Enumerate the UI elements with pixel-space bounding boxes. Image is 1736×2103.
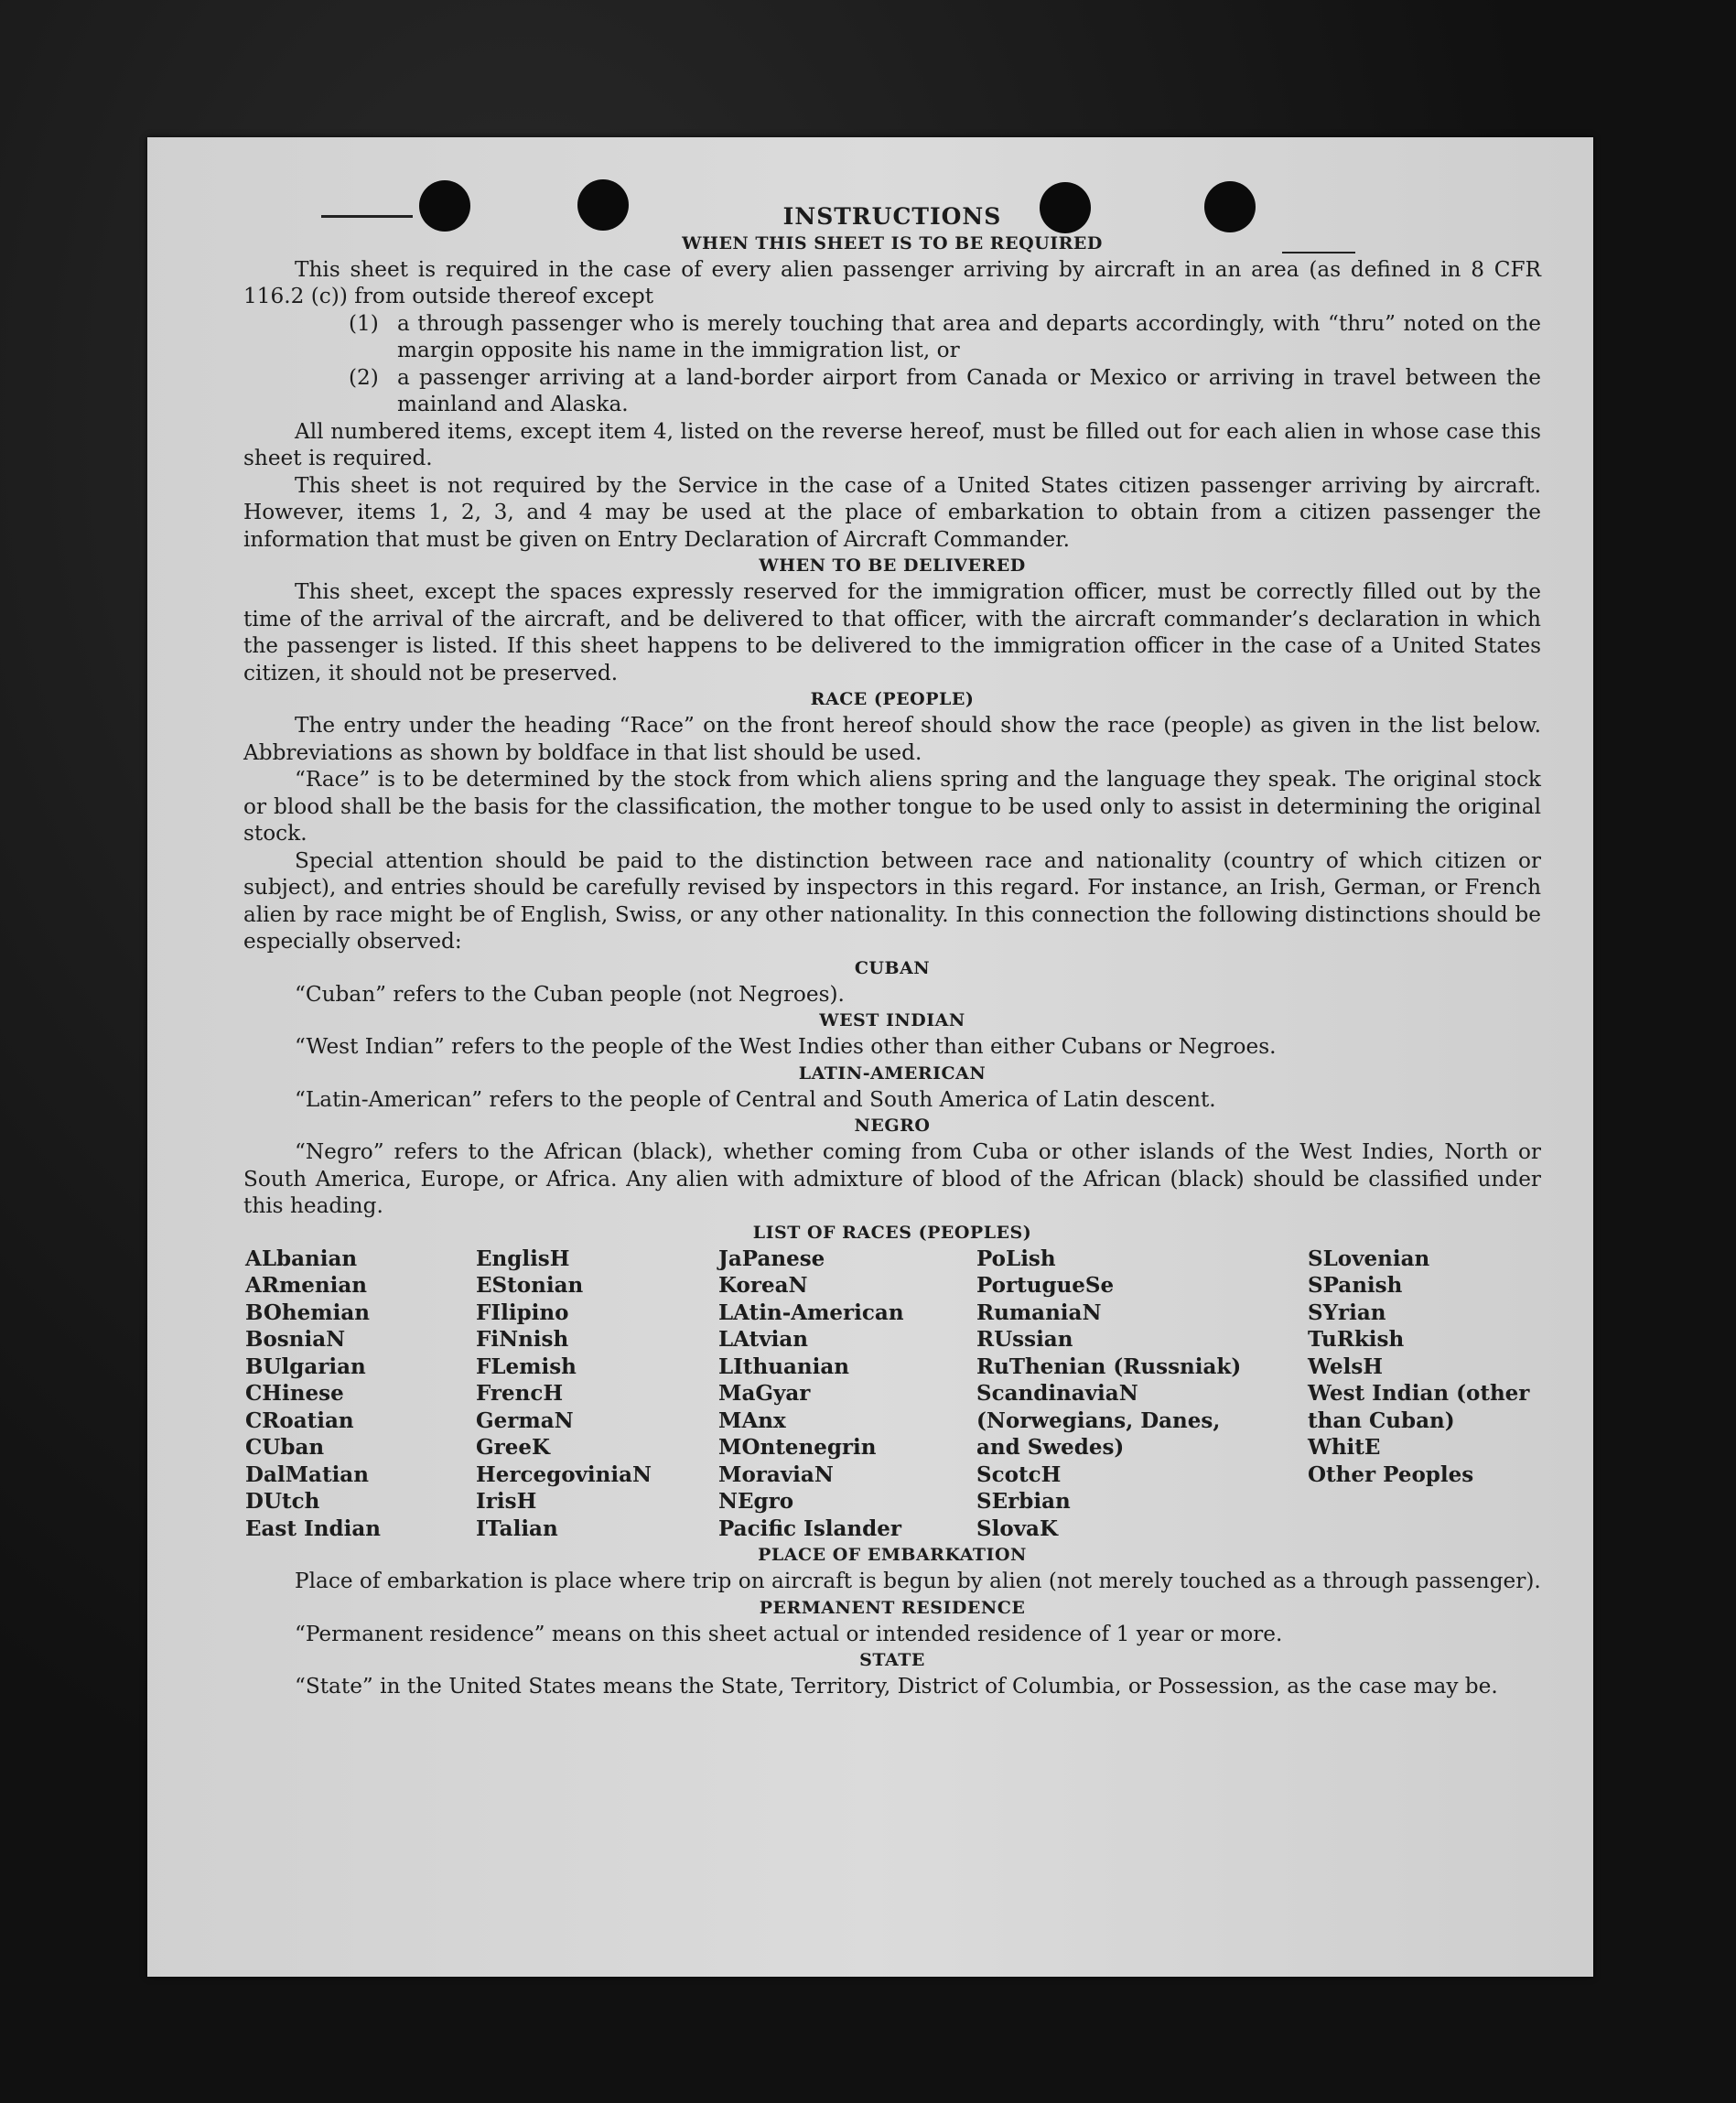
page-title: INSTRUCTIONS [782, 203, 1002, 230]
race-item: MAnx [718, 1407, 786, 1433]
race-item: MoraviaN [718, 1461, 834, 1487]
race-item: FIlipino [476, 1300, 569, 1325]
race-item: ScotcH [976, 1461, 1062, 1487]
race-item: SYrian [1308, 1300, 1386, 1325]
heading-when-delivered: WHEN TO BE DELIVERED [759, 555, 1026, 576]
race-column [245, 1246, 476, 1543]
race-item: WhitE [1308, 1435, 1381, 1460]
paragraph: Special attention should be paid to the distinction between race and nationality (country of which citizen or subject), and entries should be carefully revised by inspectors in this regard. For instance, an Irish, German, or French alien by race might be of English, Swiss, or any other nationality. In this connection the following distinctions should be especially observed: [243, 847, 1541, 954]
race-item: FiNnish [476, 1327, 569, 1352]
race-item: RUssian [976, 1327, 1073, 1352]
race-column [976, 1246, 1308, 1543]
race-list [245, 1246, 1541, 1543]
race-item: Pacific Islander [718, 1515, 901, 1541]
race-item: EnglisH [476, 1246, 570, 1271]
heading-cuban: CUBAN [854, 957, 931, 978]
race-item: SLovenian [1308, 1246, 1430, 1271]
race-item: Other Peoples [1308, 1461, 1474, 1487]
instructions-body [243, 203, 1541, 1700]
heading-residence: PERMANENT RESIDENCE [759, 1597, 1026, 1618]
heading-negro: NEGRO [854, 1116, 931, 1136]
race-item: JaPanese [718, 1246, 825, 1271]
race-item: KoreaN [718, 1273, 808, 1298]
race-item: GermaN [476, 1407, 574, 1433]
race-item: East Indian [245, 1515, 381, 1541]
list-item: (1) a through passenger who is merely touching that area and departs accordingly, with “thru” noted on the margin opposite his name in the immigration list, or [349, 310, 1541, 362]
paragraph: The entry under the heading “Race” on the front hereof should show the race (people) as given in the list below. Abbreviations as shown by boldface in that list should be used. [243, 713, 1541, 765]
heading-when-required: WHEN THIS SHEET IS TO BE REQUIRED [682, 232, 1103, 253]
race-item: FrencH [476, 1381, 564, 1406]
race-column [1308, 1246, 1543, 1543]
race-item: FLemish [476, 1353, 577, 1379]
race-item: PoLish [976, 1246, 1056, 1271]
race-item: RuThenian (Russniak) [976, 1353, 1242, 1379]
race-item: SlovaK [976, 1515, 1058, 1541]
race-item: RumaniaN [976, 1300, 1102, 1325]
document-page [147, 137, 1593, 1977]
race-item: TuRkish [1308, 1327, 1405, 1352]
race-item: SPanish [1308, 1273, 1403, 1298]
race-item: BosniaN [245, 1327, 346, 1352]
paragraph: “Race” is to be determined by the stock from which aliens spring and the language they speak. The original stock or blood shall be the basis for the classification, the mother tongue to be used only to assist in determining the original stock. [243, 767, 1541, 846]
race-item: West Indian (other than Cuban) [1308, 1381, 1530, 1433]
heading-west-indian: WEST INDIAN [819, 1010, 965, 1030]
race-column [718, 1246, 976, 1543]
heading-list-of-races: LIST OF RACES (PEOPLES) [752, 1222, 1032, 1243]
race-item: LAtin-American [718, 1300, 904, 1325]
paragraph: This sheet is required in the case of every alien passenger arriving by aircraft in an area (as defined in 8 CFR 116.2 (c)) from outside thereof except [243, 256, 1541, 308]
race-item: CUban [245, 1435, 325, 1460]
race-item: MaGyar [718, 1381, 811, 1406]
paragraph: “Negro” refers to the African (black), whether coming from Cuba or other islands of the West Indies, North or South America, Europe, or Africa. Any alien with admixture of blood of the African (black) should be classified under this heading. [243, 1139, 1541, 1218]
paragraph: All numbered items, except item 4, listed on the reverse hereof, must be filled out for each alien in whose case this sheet is required. [243, 418, 1541, 470]
race-item: ARmenian [245, 1273, 368, 1298]
paragraph: “Latin-American” refers to the people of Central and South America of Latin descent. [295, 1086, 1216, 1112]
race-item: ALbanian [245, 1246, 358, 1271]
race-item: DUtch [245, 1489, 320, 1514]
race-item: SErbian [976, 1489, 1071, 1514]
race-item: EStonian [476, 1273, 584, 1298]
heading-state: STATE [859, 1650, 925, 1670]
paragraph: This sheet is not required by the Service in the case of a United States citizen passenger arriving by aircraft. However, items 1, 2, 3, and 4 may be used at the place of embarkation to obtain from a citizen passenger the information that must be given on Entry Declaration of Aircraft Commander. [243, 472, 1541, 552]
paragraph: “Permanent residence” means on this sheet actual or intended residence of 1 year or more. [295, 1621, 1283, 1646]
race-item: LIthuanian [718, 1353, 849, 1379]
race-item: BUlgarian [245, 1353, 366, 1379]
paragraph: “State” in the United States means the State, Territory, District of Columbia, or Possession, as the case may be. [295, 1674, 1498, 1699]
heading-embarkation: PLACE OF EMBARKATION [758, 1545, 1027, 1565]
paragraph: This sheet, except the spaces expressly reserved for the immigration officer, must be correctly filled out by the time of the arrival of the aircraft, and be delivered to that officer, with the aircraft commander’s declaration in which the passenger is listed. If this sheet happens to be delivered to the immigration officer in the case of a United States citizen, it should not be preserved. [243, 579, 1541, 685]
race-item: GreeK [476, 1435, 551, 1460]
heading-latin-american: LATIN-AMERICAN [798, 1062, 987, 1084]
paragraph: “Cuban” refers to the Cuban people (not Negroes). [295, 981, 845, 1007]
list-item: (2) a passenger arriving at a land-border airport from Canada or Mexico or arriving in travel between the mainland and Alaska. [349, 364, 1541, 416]
race-item: BOhemian [245, 1300, 370, 1325]
race-item: WelsH [1308, 1353, 1384, 1379]
race-item: MOntenegrin [718, 1435, 877, 1460]
race-item: DalMatian [245, 1461, 369, 1487]
race-column [476, 1246, 718, 1543]
race-item: CRoatian [245, 1407, 354, 1433]
race-item: ITalian [476, 1515, 558, 1541]
paragraph: “West Indian” refers to the people of the West Indies other than either Cubans or Negroes. [295, 1034, 1277, 1059]
race-item: PortugueSe [976, 1273, 1115, 1298]
race-item: ScandinaviaN (Norwegians, Danes, and Swedes) [976, 1381, 1221, 1460]
paragraph: Place of embarkation is place where trip on aircraft is begun by alien (not merely touched as a through passenger). [295, 1569, 1541, 1593]
race-item: LAtvian [718, 1327, 808, 1352]
race-item: HercegoviniaN [476, 1461, 652, 1487]
heading-race: RACE (PEOPLE) [810, 689, 975, 709]
race-item: IrisH [476, 1489, 537, 1514]
race-item: NEgro [718, 1489, 794, 1514]
race-item: CHinese [245, 1381, 344, 1406]
